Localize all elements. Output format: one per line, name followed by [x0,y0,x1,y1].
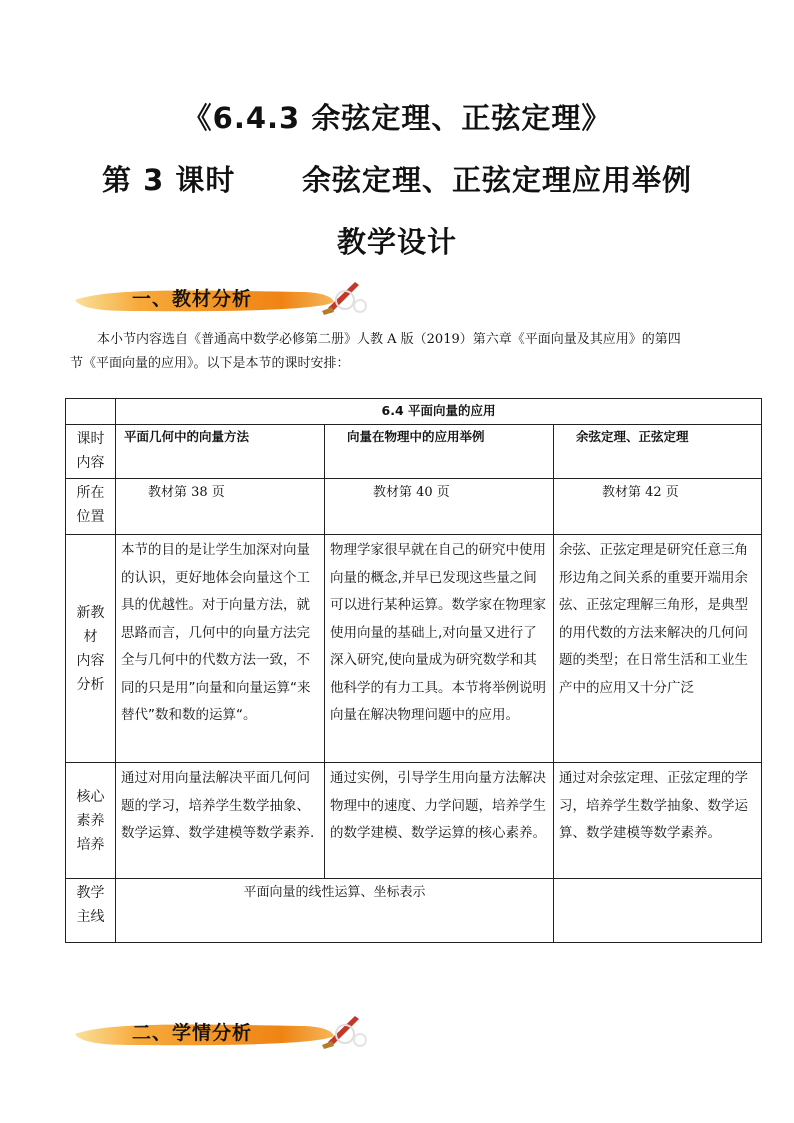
cell-analysis-3: 余弦、正弦定理是研究任意三角形边角之间关系的重要开端用余弦、正弦定理解三角形，是典型的用代数的方法来解决的几何问题的类型；在日常生活和工业生产中的应用又十分广泛 [554,535,762,763]
section-banner-student-analysis [70,1012,370,1052]
table-row-analysis [66,535,762,763]
section-title: 二、学情分析 [132,1022,253,1044]
row-head-position [66,479,116,535]
table-row-content [66,425,762,479]
cell-position-1: 教材第 38 页 [116,479,325,535]
table-row-literacy [66,763,762,879]
cell-content-3: 余弦定理、正弦定理 [554,425,762,479]
cell-content-1: 平面几何中的向量方法 [116,425,325,479]
intro-paragraph-line-2: 节《平面向量的应用》。以下是本节的课时安排： [70,356,350,371]
row-head-label: 课时 内容 [76,431,105,471]
table-row-mainline [66,879,762,943]
cell-content-2: 向量在物理中的应用举例 [325,425,554,479]
row-head-mainline [66,879,116,943]
row-head-content [66,425,116,479]
intro-paragraph-line-1: 本小节内容选自《普通高中数学必修第二册》人教 A 版（2019）第六章《平面向量及其应用》的第四 [97,332,681,347]
row-head-analysis [66,535,116,763]
row-head-literacy [66,763,116,879]
cell-literacy-3: 通过对余弦定理、正弦定理的学习，培养学生数学抽象、数学运算、数学建模等数学素养。 [554,763,762,879]
lesson-schedule-table [65,398,762,943]
doc-title: 《6.4.3 余弦定理、正弦定理》 [182,101,612,135]
doc-subtitle: 第 3 课时 余弦定理、正弦定理应用举例 [102,163,692,197]
cell-position-3: 教材第 42 页 [554,479,762,535]
table-row-position [66,479,762,535]
row-head-label: 教学 主线 [76,885,105,925]
table-header-row [66,399,762,425]
cell-mainline-1: 平面向量的线性运算、坐标表示 [116,879,554,943]
cell-analysis-1: 本节的目的是让学生加深对向量的认识，更好地体会向量这个工具的优越性。对于向量方法，就思路而言，几何中的向量方法完全与几何中的代数方法一致，不同的只是用”向量和向量运算“来替代”数和数的运算“。 [116,535,325,763]
section-title: 一、教材分析 [132,288,253,310]
row-head-label: 新教 材 内容 分析 [76,604,105,693]
cell-literacy-2: 通过实例，引导学生用向量方法解决物理中的速度、力学问题，培养学生的数学建模、数学运算的核心素养。 [325,763,554,879]
cell-literacy-1: 通过对用向量法解决平面几何问题的学习，培养学生数学抽象、数学运算、数学建模等数学素养. [116,763,325,879]
cell-position-2: 教材第 40 页 [325,479,554,535]
cell-analysis-2: 物理学家很早就在自己的研究中使用向量的概念,并早已发现这些量之间可以进行某种运算。数学家在物理家使用向量的基础上,对向量又进行了深入研究,使向量成为研究数学和其他科学的有力工具。本节将举例说明向量在解决物理问题中的应用。 [325,535,554,763]
table-header: 6.4 平面向量的应用 [116,399,762,425]
doc-subtitle-2: 教学设计 [336,225,457,259]
row-head-label: 所在 位置 [76,485,105,525]
cell-mainline-2 [554,879,762,943]
row-head-label: 核心 素养 培养 [76,788,105,853]
section-banner-textbook-analysis [70,278,370,318]
